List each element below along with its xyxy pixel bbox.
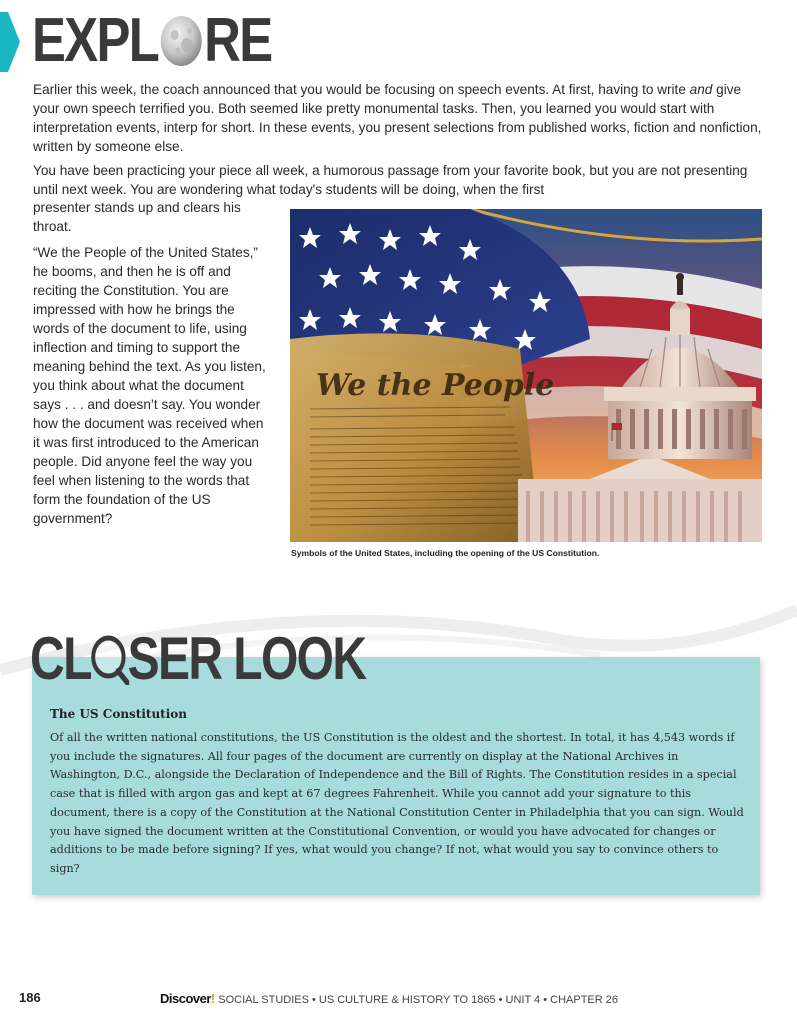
closer-look-heading-part1: CL	[30, 625, 91, 692]
left-column-paragraph-1: presenter stands up and clears his throat.	[33, 200, 241, 234]
photo-caption: Symbols of the United States, including the opening of the US Constitution.	[291, 548, 600, 558]
left-column-paragraph-2: “We the People of the United States,” he booms, and then he is off and reciting the Constitution. You are impressed with how he brings the words of the document to life, using inflection and timing to support the meaning behind the text. As you listen, you think about what the document says . . . and doesn’t say. You wonder how the document was received when it was first introduced to the American people. Did anyone feel the way you feel when listening to the words that form the foundation of the US government?	[33, 245, 266, 526]
intro-p1-start: Earlier this week, the coach announced that you would be focusing on speech events. At first, having to write	[33, 82, 690, 97]
moon-icon	[160, 15, 203, 67]
closer-look-box-title: The US Constitution	[50, 707, 188, 721]
left-column	[33, 198, 268, 535]
footer-brand-line	[160, 991, 618, 1006]
page-number: 186	[19, 990, 41, 1005]
intro-paragraph-1	[33, 80, 765, 156]
brand-logo-text: Discover	[160, 991, 211, 1006]
brand-logo-mark: !	[210, 991, 216, 1006]
intro-paragraph-2: You have been practicing your piece all week, a humorous passage from your favorite book, but you are not presenting until next week. You are wondering what today's students will be doing, when the first	[33, 163, 748, 197]
page-footer	[0, 990, 797, 1010]
closer-look-box	[32, 657, 760, 895]
explore-heading-part2: RE	[204, 6, 272, 75]
explore-heading-part1: EXPL	[32, 6, 159, 75]
us-symbols-photo	[290, 209, 762, 542]
teal-tab-arrow	[0, 12, 20, 72]
intro-p1-emphasis: and	[689, 82, 713, 97]
closer-look-box-body: Of all the written national constitutions, the US Constitution is the oldest and the shortest. In total, it has 4,543 words if you include the signatures. All four pages of the document are currently on display at the National Archives in Washington, D.C., alongside the Declaration of Independence and the Bill of Rights. The Constitution resides in a special case that is filled with argon gas and kept at 67 degrees Fahrenheit. While you cannot add your signature to this document, there is a copy of the Constitution at the National Constitution Center in Philadelphia that you can sign. Would you have signed the document written at the Constitutional Convention, or would you have advocated for changes or additions to be made before signing? If yes, what would you change? If not, what would you say to convince others to sign?	[50, 731, 744, 875]
magnifier-icon	[89, 633, 129, 685]
footer-chapter-text: SOCIAL STUDIES • US CULTURE & HISTORY TO 1865 • UNIT 4 • CHAPTER 26	[218, 994, 618, 1006]
closer-look-heading	[30, 626, 365, 692]
we-the-people-script: We the People	[316, 368, 555, 403]
intro-p1-end: give your own speech terrified you. Both seemed like pretty monumental tasks. Then, you learned you would start with interpretation events, interp for short. In these events, you present selections from published works, fiction and nonfiction, written by someone else.	[33, 82, 762, 154]
explore-heading	[32, 8, 272, 74]
closer-look-heading-part2: SER LOOK	[127, 625, 366, 692]
